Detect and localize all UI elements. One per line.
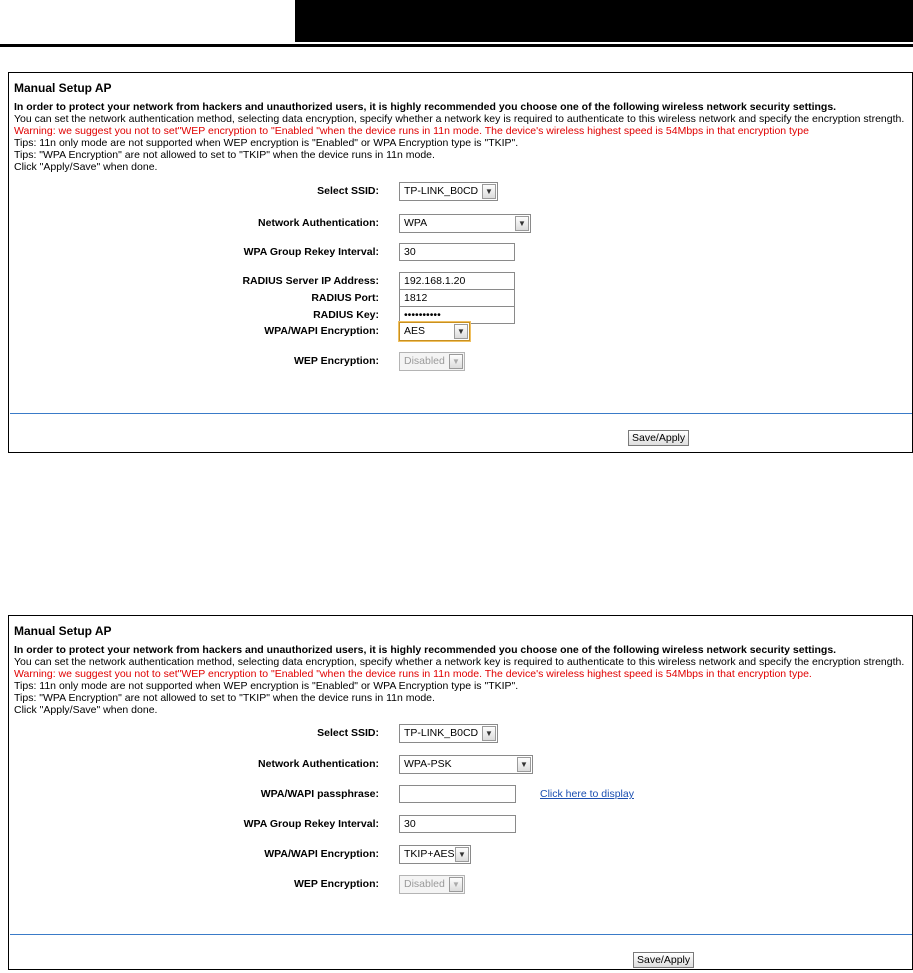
- wep-encryption-dropdown[interactable]: [399, 875, 465, 894]
- select-ssid-label: Select SSID:: [317, 727, 379, 739]
- select-ssid-label: Select SSID:: [317, 185, 379, 197]
- radius-ip-label: RADIUS Server IP Address:: [242, 275, 379, 287]
- wpa-encryption-label: WPA/WAPI Encryption:: [264, 325, 379, 337]
- network-authentication-label: Network Authentication:: [258, 217, 379, 229]
- network-authentication-dropdown[interactable]: [399, 214, 531, 233]
- divider-line: [10, 413, 912, 414]
- select-ssid-dropdown[interactable]: [399, 182, 498, 201]
- rekey-interval-input[interactable]: [399, 243, 515, 261]
- tip-text-1: Tips: 11n only mode are not supported when WEP encryption is "Enabled" or WPA Encryption type is "TKIP".: [14, 137, 519, 149]
- wpa-encryption-row: [9, 322, 912, 342]
- manual-setup-ap-panel-wpa-psk: [8, 615, 913, 970]
- warning-text: Warning: we suggest you not to set"WEP encryption to "Enabled "when the device runs in 11n mode. The device's wireless highest speed is 54Mbps in that encryption type.: [14, 668, 812, 680]
- passphrase-label: WPA/WAPI passphrase:: [260, 788, 379, 800]
- document-header-bar: [295, 0, 913, 42]
- intro-text: You can set the network authentication method, selecting data encryption, specify whether a network key is required to authenticate to this wireless network and specify the encryption strength.: [14, 113, 905, 125]
- rekey-interval-row: [9, 243, 912, 263]
- network-authentication-row: [9, 755, 912, 775]
- wpa-encryption-dropdown[interactable]: [399, 322, 470, 341]
- radius-port-label: RADIUS Port:: [311, 292, 379, 304]
- wpa-encryption-dropdown[interactable]: [399, 845, 471, 864]
- description-block: [14, 101, 904, 173]
- save-apply-button[interactable]: Save/Apply: [633, 952, 694, 968]
- chevron-down-icon: ▼: [455, 847, 469, 862]
- chevron-down-icon: ▼: [517, 757, 531, 772]
- document-header-rule: [0, 44, 913, 47]
- wep-encryption-value: Disabled: [404, 355, 445, 367]
- radius-ip-input[interactable]: [399, 272, 515, 290]
- save-apply-button[interactable]: Save/Apply: [628, 430, 689, 446]
- rekey-interval-row: [9, 815, 912, 835]
- rekey-interval-label: WPA Group Rekey Interval:: [243, 246, 379, 258]
- network-authentication-dropdown[interactable]: [399, 755, 533, 774]
- description-block: [14, 644, 904, 716]
- chevron-down-icon: ▼: [454, 324, 468, 339]
- wep-encryption-label: WEP Encryption:: [294, 878, 379, 890]
- wep-encryption-row: [9, 875, 912, 895]
- wep-encryption-row: [9, 352, 912, 372]
- intro-bold-text: In order to protect your network from hackers and unauthorized users, it is highly recommended you choose one of the following wireless network security settings.: [14, 644, 837, 656]
- page-title: Manual Setup AP: [14, 624, 112, 638]
- chevron-down-icon: ▼: [449, 877, 463, 892]
- select-ssid-value: TP-LINK_B0CD: [404, 185, 479, 197]
- tip-text-1: Tips: 11n only mode are not supported when WEP encryption is "Enabled" or WPA Encryption type is "TKIP".: [14, 680, 519, 692]
- intro-text: You can set the network authentication method, selecting data encryption, specify whether a network key is required to authenticate to this wireless network and specify the encryption strength.: [14, 656, 905, 668]
- passphrase-input[interactable]: [399, 785, 516, 803]
- chevron-down-icon: ▼: [482, 184, 496, 199]
- chevron-down-icon: ▼: [449, 354, 463, 369]
- wep-encryption-label: WEP Encryption:: [294, 355, 379, 367]
- radius-port-input[interactable]: [399, 289, 515, 307]
- chevron-down-icon: ▼: [482, 726, 496, 741]
- select-ssid-value: TP-LINK_B0CD: [404, 727, 479, 739]
- select-ssid-dropdown[interactable]: [399, 724, 498, 743]
- wpa-encryption-label: WPA/WAPI Encryption:: [264, 848, 379, 860]
- intro-bold-text: In order to protect your network from hackers and unauthorized users, it is highly recommended you choose one of the following wireless network security settings.: [14, 101, 837, 113]
- wpa-encryption-value: TKIP+AES: [404, 848, 455, 860]
- tip-text-3: Click "Apply/Save" when done.: [14, 704, 158, 716]
- chevron-down-icon: ▼: [515, 216, 529, 231]
- tip-text-2: Tips: "WPA Encryption" are not allowed to set to "TKIP" when the device runs in 11n mode.: [14, 692, 435, 704]
- manual-setup-ap-panel-wpa: [8, 72, 913, 453]
- click-here-to-display-link[interactable]: Click here to display: [540, 788, 634, 800]
- rekey-interval-input[interactable]: [399, 815, 516, 833]
- wep-encryption-dropdown[interactable]: [399, 352, 465, 371]
- wpa-encryption-value: AES: [404, 325, 426, 337]
- tip-text-3: Click "Apply/Save" when done.: [14, 161, 158, 173]
- network-authentication-value: WPA: [404, 217, 428, 229]
- select-ssid-row: [9, 182, 912, 202]
- network-authentication-label: Network Authentication:: [258, 758, 379, 770]
- network-authentication-row: [9, 214, 912, 234]
- rekey-interval-label: WPA Group Rekey Interval:: [243, 818, 379, 830]
- page-title: Manual Setup AP: [14, 81, 112, 95]
- warning-text: Warning: we suggest you not to set"WEP encryption to "Enabled "when the device runs in 11n mode. The device's wireless highest speed is 54Mbps in that encryption type: [14, 125, 809, 137]
- passphrase-row: [9, 785, 912, 805]
- select-ssid-row: [9, 724, 912, 744]
- radius-key-label: RADIUS Key:: [313, 309, 379, 321]
- tip-text-2: Tips: "WPA Encryption" are not allowed to set to "TKIP" when the device runs in 11n mode.: [14, 149, 435, 161]
- divider-line: [10, 934, 912, 935]
- wep-encryption-value: Disabled: [404, 878, 445, 890]
- wpa-encryption-row: [9, 845, 912, 865]
- network-authentication-value: WPA-PSK: [404, 758, 452, 770]
